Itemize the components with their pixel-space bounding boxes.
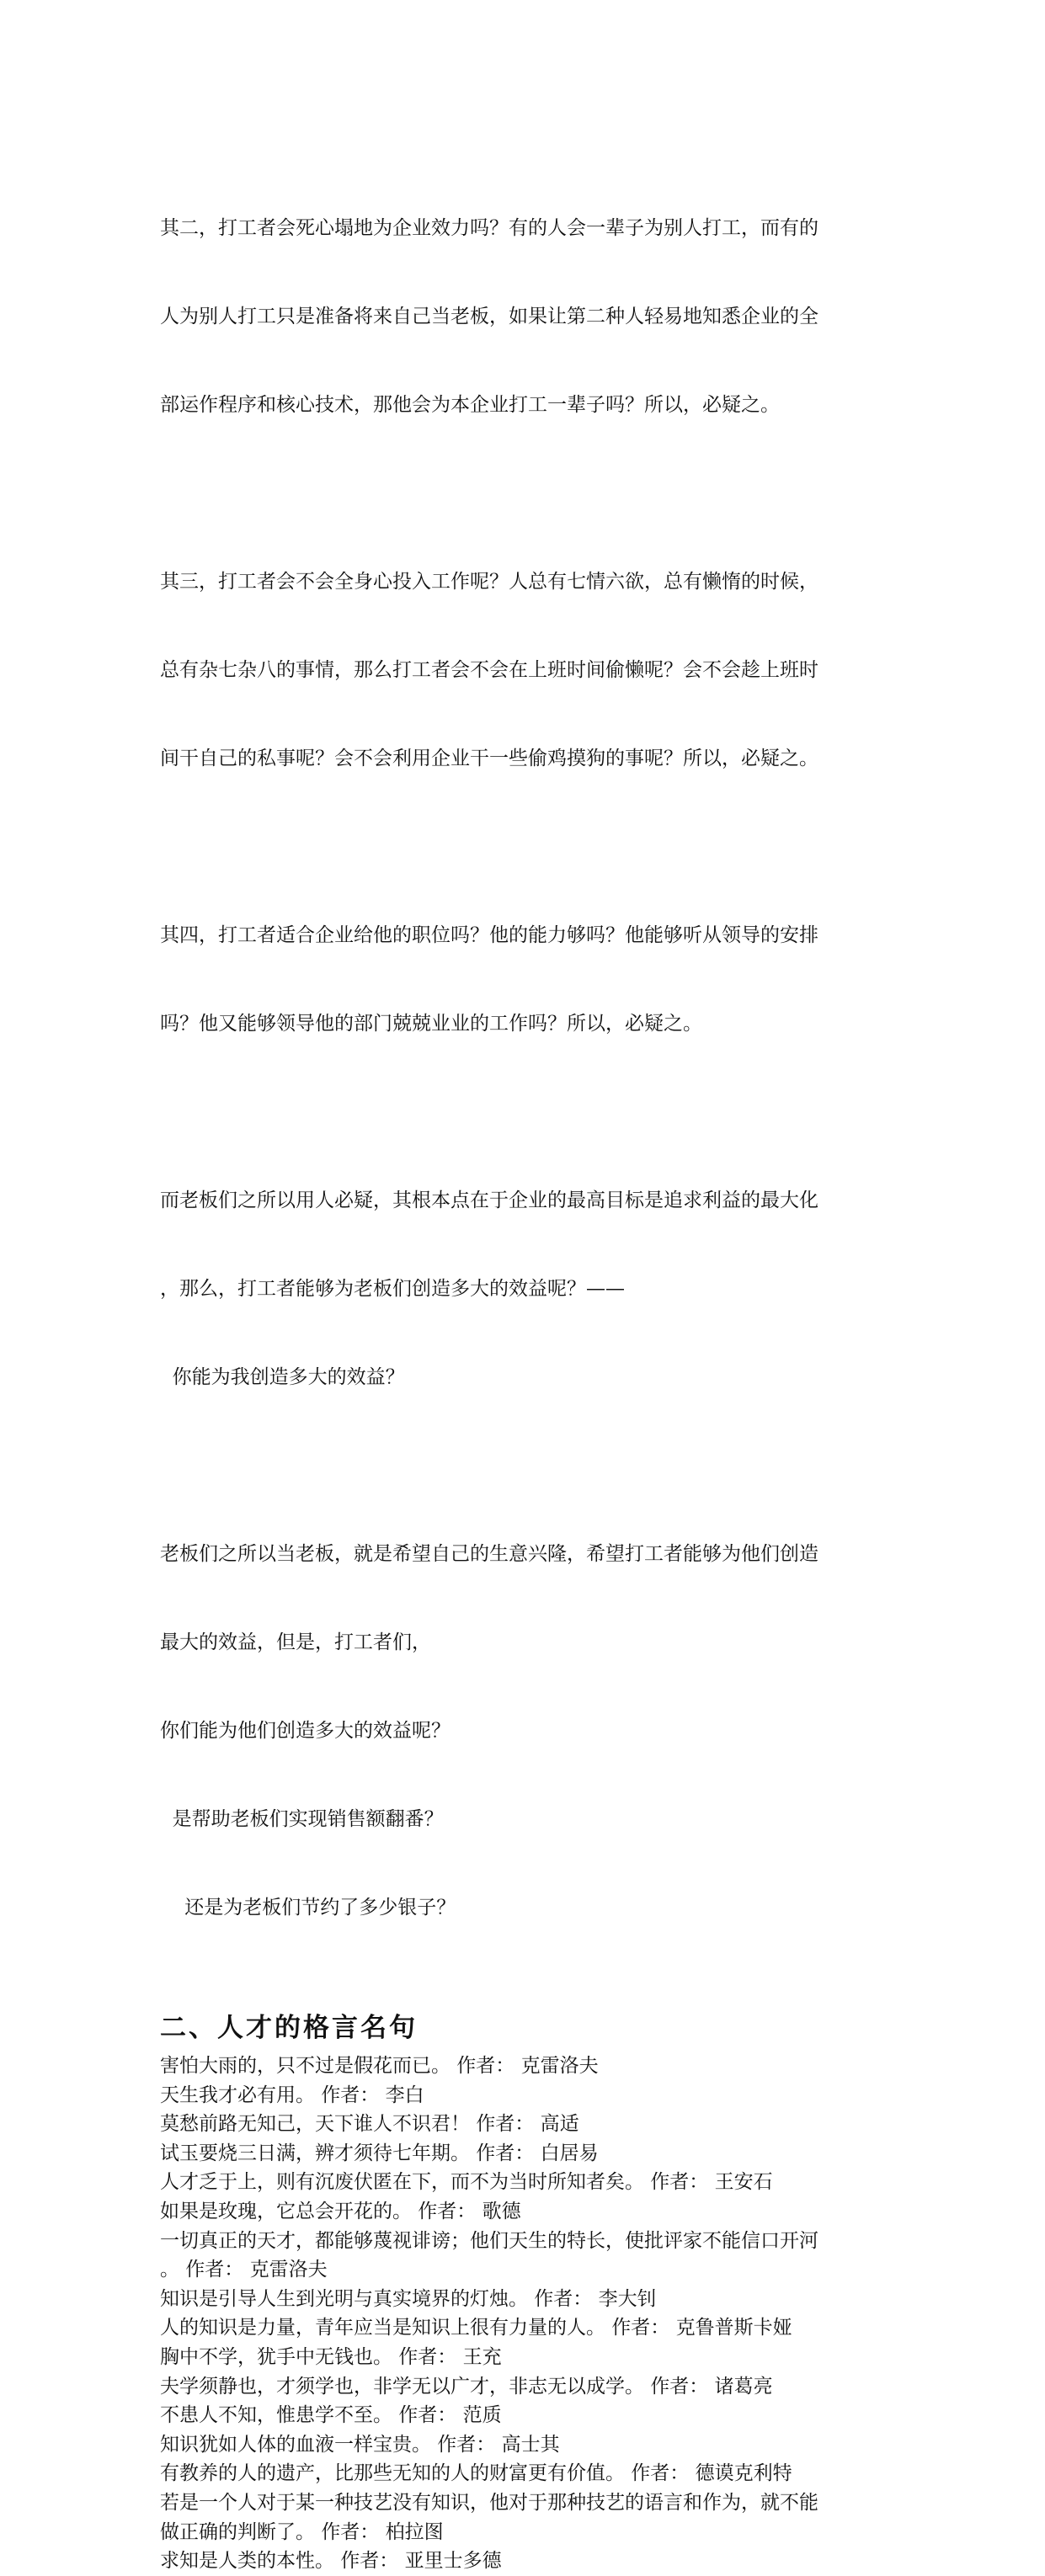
quote-line: 夫学须静也，才须学也，非学无以广才，非志无以成学。 作者： 诸葛亮 [160,2375,773,2398]
quote-line: 人的知识是力量，青年应当是知识上很有力量的人。 作者： 克鲁普斯卡娅 [160,2317,792,2339]
text-line: 最大的效益，但是，打工者们， [160,1631,431,1653]
quote-line: 胸中不学，犹手中无钱也。 作者： 王充 [160,2345,502,2368]
text-line: 总有杂七杂八的事情，那么打工者会不会在上班时间偷懒呢？会不会趁上班时 [160,659,818,681]
quote-line: 不患人不知，惟患学不至。 作者： 范质 [160,2404,502,2427]
paragraph-3 [160,508,884,833]
text-line: 是帮助老板们实现销售额翻番？ [160,1808,444,1830]
paragraph-2 [160,155,884,479]
text-line: 你能为我创造多大的效益？ [160,1366,405,1388]
section-heading: 二、人才的格言名句 [160,2013,418,2043]
quote-line: 知识是引导人生到光明与真实境界的灯烛。 作者： 李大钊 [160,2287,657,2310]
quote-line: 如果是玫瑰，它总会开花的。 作者： 歌德 [160,2200,521,2222]
text-line: ，那么，打工者能够为老板们创造多大的效益呢？—— [160,1278,625,1300]
quote-line: 若是一个人对于某一种技艺没有知识，他对于那种技艺的语言和作为，就不能 [160,2491,818,2514]
quote-line: 害怕大雨的，只不过是假花而已。 作者： 克雷洛夫 [160,2055,599,2077]
document-page [160,155,884,2576]
paragraph-boss-doubt [160,1127,884,1451]
quote-line: 知识犹如人体的血液一样宝贵。 作者： 高士其 [160,2433,560,2456]
quote-line: 求知是人类的本性。 作者： 亚里士多德 [160,2550,502,2573]
text-line: 还是为老板们节约了多少银子？ [160,1897,456,1919]
quote-line: 莫愁前路无知己，天下谁人不识君！ 作者： 高适 [160,2113,579,2136]
text-line: 部运作程序和核心技术，那他会为本企业打工一辈子吗？所以，必疑之。 [160,394,780,416]
text-line: 其二，打工者会死心塌地为企业效力吗？有的人会一辈子为别人打工，而有的 [160,217,818,239]
paragraph-boss-hope [160,1481,884,1982]
text-line: 人为别人打工只是准备将来自己当老板，如果让第二种人轻易地知悉企业的全 [160,306,818,327]
quote-line: 。 作者： 克雷洛夫 [160,2259,328,2281]
quotes-list [160,2052,884,2576]
text-line: 其四，打工者适合企业给他的职位吗？他的能力够吗？他能够听从领导的安排 [160,924,818,946]
quote-line: 人才乏于上，则有沉废伏匿在下，而不为当时所知者矣。 作者： 王安石 [160,2171,773,2194]
paragraph-4 [160,862,884,1098]
text-line: 吗？他又能够领导他的部门兢兢业业的工作吗？所以，必疑之。 [160,1013,702,1035]
quote-line: 试玉要烧三日满，辨才须待七年期。 作者： 白居易 [160,2142,599,2164]
quote-line: 一切真正的天才，都能够蔑视诽谤；他们天生的特长，使批评家不能信口开河 [160,2229,818,2252]
quote-line: 做正确的判断了。 作者： 柏拉图 [160,2520,444,2543]
text-line: 你们能为他们创造多大的效益呢？ [160,1720,451,1742]
text-line: 老板们之所以当老板，就是希望自己的生意兴隆，希望打工者能够为他们创造 [160,1543,818,1565]
text-line: 间干自己的私事呢？会不会利用企业干一些偷鸡摸狗的事呢？所以，必疑之。 [160,748,818,769]
text-line: 而老板们之所以用人必疑，其根本点在于企业的最高目标是追求利益的最大化 [160,1190,818,1211]
quote-line: 天生我才必有用。 作者： 李白 [160,2084,424,2106]
quote-line: 有教养的人的遗产，比那些无知的人的财富更有价值。 作者： 德谟克利特 [160,2462,792,2485]
text-line: 其三，打工者会不会全身心投入工作呢？人总有七情六欲，总有懒惰的时候， [160,571,818,593]
